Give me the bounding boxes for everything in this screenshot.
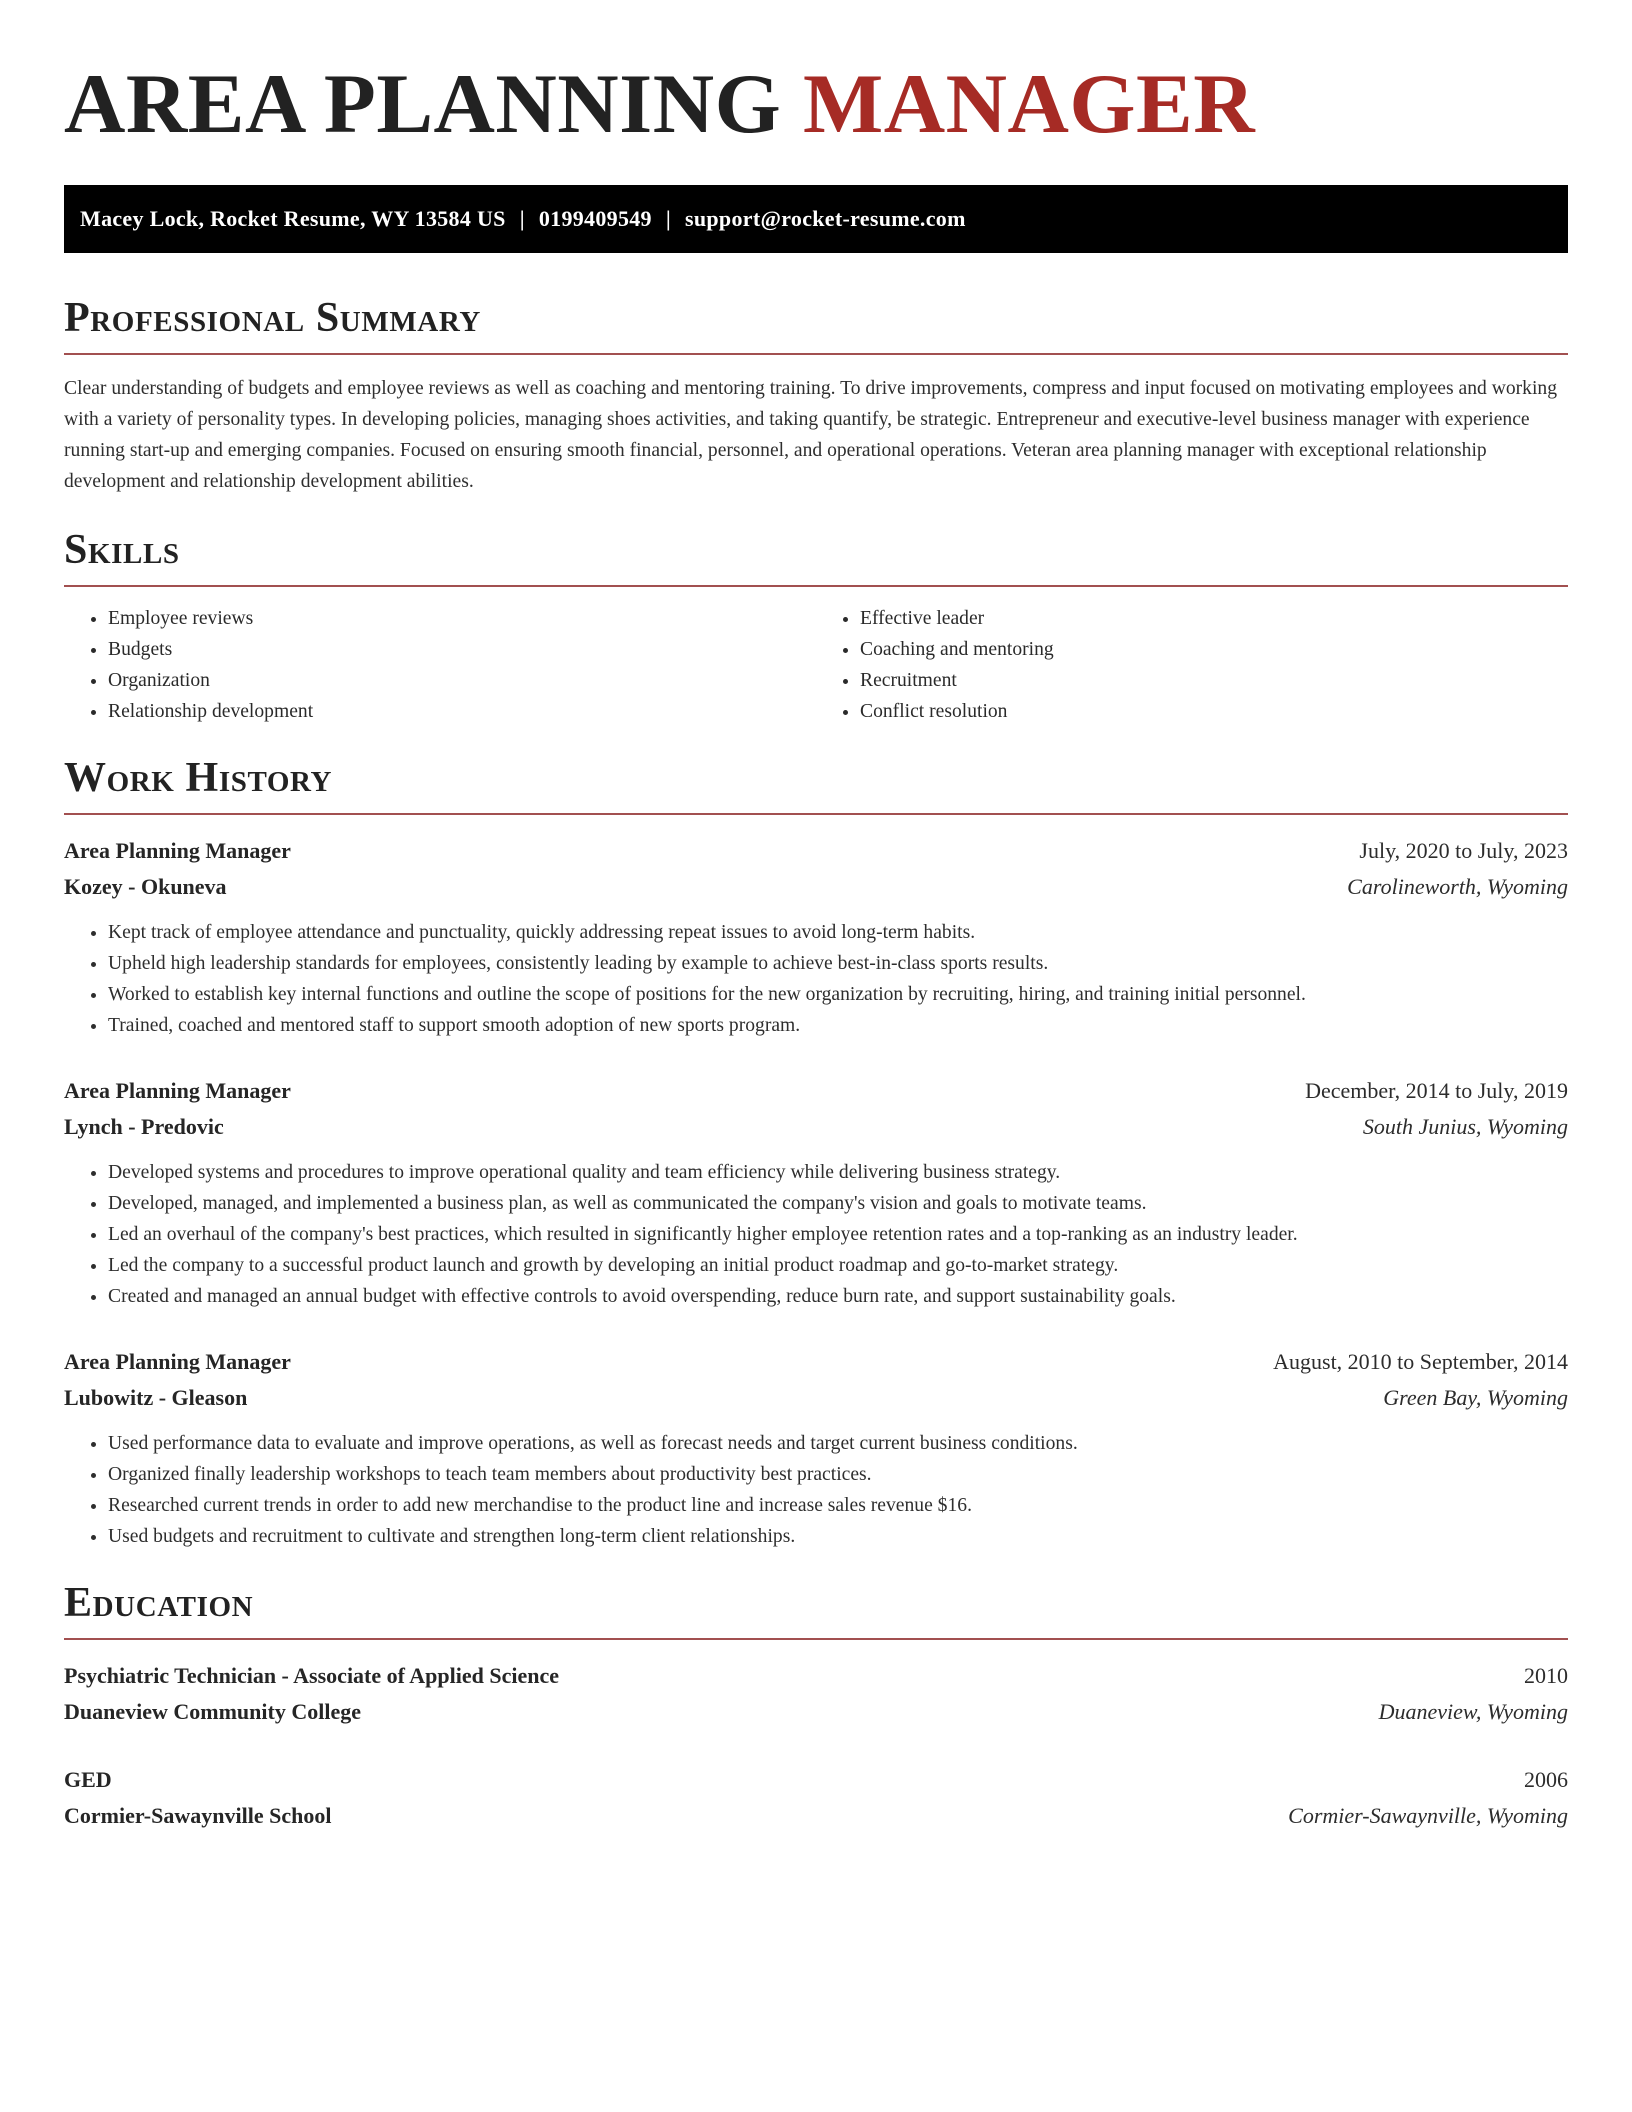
education-heading: Education	[64, 1580, 254, 1626]
job-bullet: • Upheld high leadership standards for employees, consistently leading by example to achieve best-in-class sports results.	[108, 948, 1568, 979]
summary-text: Clear understanding of budgets and employee reviews as well as coaching and mentoring training. To drive improvements, compress and input focused on motivating employees and working with a variety of personality types. In developing policies, managing shoes activities, and taking quantify, be strategic. Entrepreneur and executive-level business manager with experience running start-up and emerging companies. Focused on ensuring smooth financial, personnel, and operational operations. Veteran area planning manager with exceptional relationship development and relationship development abilities.	[64, 378, 1558, 492]
job-dates: August, 2010 to September, 2014	[1273, 1349, 1568, 1374]
education-entry	[64, 1658, 1568, 1730]
job-company: Lubowitz - Gleason	[64, 1385, 248, 1410]
skill-item: • Conflict resolution	[860, 696, 1568, 727]
job-bullet: • Organized finally leadership workshops to teach team members about productivity best practices.	[108, 1459, 1568, 1490]
job-bullet: • Developed systems and procedures to improve operational quality and team efficiency while delivering business strategy.	[108, 1157, 1568, 1188]
skill-item: • Recruitment	[860, 665, 1568, 696]
contact-bar	[64, 185, 1568, 253]
job-bullet: • Kept track of employee attendance and punctuality, quickly addressing repeat issues to avoid long-term habits.	[108, 917, 1568, 948]
job-bullet: • Used performance data to evaluate and improve operations, as well as forecast needs and target current business conditions.	[108, 1428, 1568, 1459]
job-entry	[64, 1344, 1568, 1552]
education-degree: Psychiatric Technician - Associate of Applied Science	[64, 1663, 559, 1688]
job-title: Area Planning Manager	[64, 1349, 291, 1374]
job-bullets	[64, 917, 1568, 1041]
education-year: 2010	[1524, 1663, 1568, 1688]
skill-item: • Relationship development	[108, 696, 816, 727]
section-divider	[64, 1638, 1568, 1640]
job-bullet: • Created and managed an annual budget with effective controls to avoid overspending, reduce burn rate, and support sustainability goals.	[108, 1281, 1568, 1312]
education-location: Duaneview, Wyoming	[1378, 1699, 1568, 1724]
job-entry	[64, 1073, 1568, 1312]
education-degree: GED	[64, 1767, 112, 1792]
title-part-2: MANAGER	[803, 57, 1256, 151]
skills-section	[64, 525, 1568, 727]
skill-item: • Budgets	[108, 634, 816, 665]
contact-address: Macey Lock, Rocket Resume, WY 13584 US	[80, 206, 506, 231]
page-title	[64, 56, 1568, 152]
job-bullet: • Worked to establish key internal functions and outline the scope of positions for the new organization by recruiting, hiring, and training initial personnel.	[108, 979, 1568, 1010]
skill-item: • Employee reviews	[108, 603, 816, 634]
work-history-heading: Work History	[64, 755, 333, 801]
education-year: 2006	[1524, 1767, 1568, 1792]
job-company: Lynch - Predovic	[64, 1114, 224, 1139]
contact-separator: |	[519, 206, 525, 231]
job-dates: July, 2020 to July, 2023	[1359, 838, 1568, 863]
job-company: Kozey - Okuneva	[64, 874, 227, 899]
job-entry	[64, 833, 1568, 1041]
job-location: Green Bay, Wyoming	[1383, 1385, 1568, 1410]
skill-item: • Effective leader	[860, 603, 1568, 634]
education-entry	[64, 1762, 1568, 1834]
education-section	[64, 1578, 1568, 1834]
job-dates: December, 2014 to July, 2019	[1305, 1078, 1568, 1103]
work-history-section	[64, 753, 1568, 1552]
job-bullet: • Researched current trends in order to add new merchandise to the product line and increase sales revenue $16.	[108, 1490, 1568, 1521]
job-title: Area Planning Manager	[64, 1078, 291, 1103]
job-location: South Junius, Wyoming	[1362, 1114, 1568, 1139]
job-bullet: • Led an overhaul of the company's best practices, which resulted in significantly higher employee retention rates and a top-ranking as an industry leader.	[108, 1219, 1568, 1250]
job-bullet: • Developed, managed, and implemented a business plan, as well as communicated the company's vision and goals to motivate teams.	[108, 1188, 1568, 1219]
job-bullets	[64, 1428, 1568, 1552]
summary-section	[64, 293, 1568, 497]
section-divider	[64, 353, 1568, 355]
education-school: Cormier-Sawaynville School	[64, 1803, 332, 1828]
education-school: Duaneview Community College	[64, 1699, 361, 1724]
summary-heading: Professional Summary	[64, 295, 481, 341]
job-bullet: • Led the company to a successful product launch and growth by developing an initial product roadmap and go-to-market strategy.	[108, 1250, 1568, 1281]
title-part-1: AREA PLANNING	[64, 57, 782, 151]
contact-phone: 0199409549	[538, 206, 652, 231]
job-bullet: • Trained, coached and mentored staff to support smooth adoption of new sports program.	[108, 1010, 1568, 1041]
education-location: Cormier-Sawaynville, Wyoming	[1288, 1803, 1568, 1828]
skills-column-right	[816, 603, 1568, 727]
skill-item: • Coaching and mentoring	[860, 634, 1568, 665]
contact-separator: |	[665, 206, 671, 231]
skills-list	[64, 603, 1568, 727]
job-title: Area Planning Manager	[64, 838, 291, 863]
skills-column-left	[64, 603, 816, 727]
section-divider	[64, 585, 1568, 587]
job-bullets	[64, 1157, 1568, 1312]
job-location: Carolineworth, Wyoming	[1347, 874, 1568, 899]
skills-heading: Skills	[64, 527, 180, 573]
skill-item: • Organization	[108, 665, 816, 696]
section-divider	[64, 813, 1568, 815]
job-bullet: • Used budgets and recruitment to cultivate and strengthen long-term client relationships.	[108, 1521, 1568, 1552]
contact-email: support@rocket-resume.com	[685, 206, 966, 231]
